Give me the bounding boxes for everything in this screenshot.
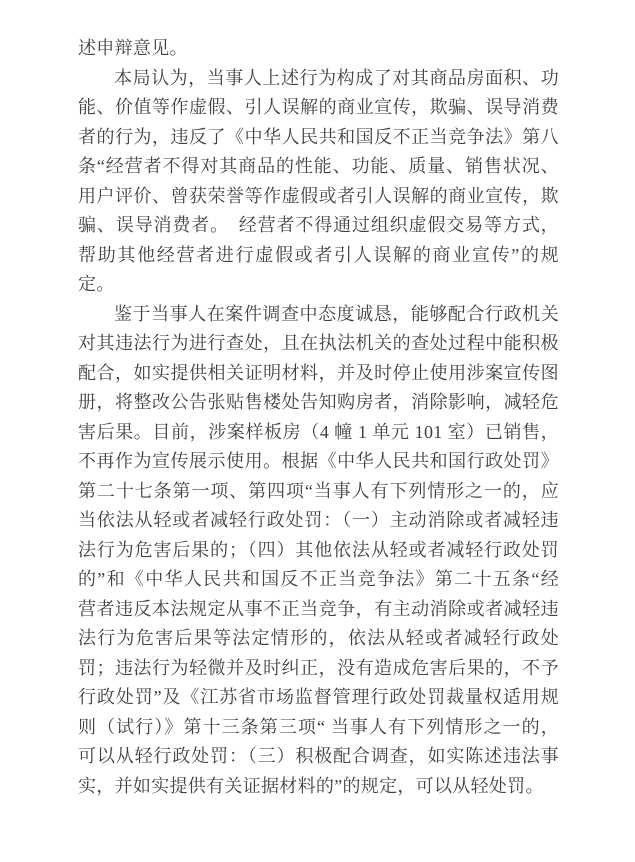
text-line: 营者违反本法规定从事不正当竞争，有主动消除或者减轻违 <box>78 598 559 619</box>
text-line: 不再作为宣传展示使用。根据《中华人民共和国行政处罚》 <box>78 451 559 471</box>
text-line: 者的行为，违反了《中华人民共和国反不正当竞争法》第八 <box>78 126 559 147</box>
text-line: 害后果。目前，涉案样板房（4 幢 1 单元 101 室）已销售， <box>78 421 559 442</box>
text-line: 行政处罚”及《江苏省市场监督管理行政处罚裁量权适用规 <box>78 687 559 707</box>
text-line: 法行为危害后果的；（四）其他依法从轻或者减轻行政处罚 <box>78 539 559 560</box>
text-line: 配合，如实提供相关证明材料，并及时停止使用涉案宣传图 <box>78 362 559 383</box>
text-line: 法行为危害后果等法定情形的，依法从轻或者减轻行政处 <box>78 628 559 648</box>
text-line: 的”和《中华人民共和国反不正当竞争法》第二十五条“经 <box>78 569 559 589</box>
text-line: 对其违法行为进行查处，且在执法机关的查处过程中能积极 <box>78 333 559 353</box>
text-line: 罚；违法行为轻微并及时纠正，没有造成危害后果的，不予 <box>78 657 559 678</box>
text-line: 骗、误导消费者。 经营者不得通过组织虚假交易等方式， <box>78 215 559 235</box>
text-line: 述申辩意见。 <box>78 38 188 58</box>
text-line: 实，并如实提供有关证据材料的”的规定，可以从轻处罚。 <box>78 775 544 796</box>
text-line: 条“经营者不得对其商品的性能、功能、质量、销售状况、 <box>78 156 559 176</box>
document-body <box>78 34 559 801</box>
text-line: 能、价值等作虚假、引人误解的商业宣传，欺骗、误导消费 <box>78 97 559 117</box>
text-line: 帮助其他经营者进行虚假或者引人误解的商业宣传”的规 <box>78 244 559 265</box>
text-line: 鉴于当事人在案件调查中态度诚恳，能够配合行政机关 <box>114 303 559 324</box>
text-line: 当依法从轻或者减轻行政处罚：（一）主动消除或者减轻违 <box>78 510 559 530</box>
text-line: 定。 <box>78 274 115 294</box>
text-line: 可以从轻行政处罚：（三）积极配合调查，如实陈述违法事 <box>78 746 559 766</box>
text-line: 册，将整改公告张贴售楼处告知购房者，消除影响，减轻危 <box>78 392 559 412</box>
text-line: 用户评价、曾获荣誉等作虚假或者引人误解的商业宣传，欺 <box>78 185 559 206</box>
text-line: 则（试行）》第十三条第三项“ 当事人有下列情形之一的， <box>78 716 559 737</box>
text-line: 第二十七条第一项、第四项“当事人有下列情形之一的，应 <box>78 480 559 501</box>
text-line: 本局认为，当事人上述行为构成了对其商品房面积、功 <box>114 67 559 88</box>
